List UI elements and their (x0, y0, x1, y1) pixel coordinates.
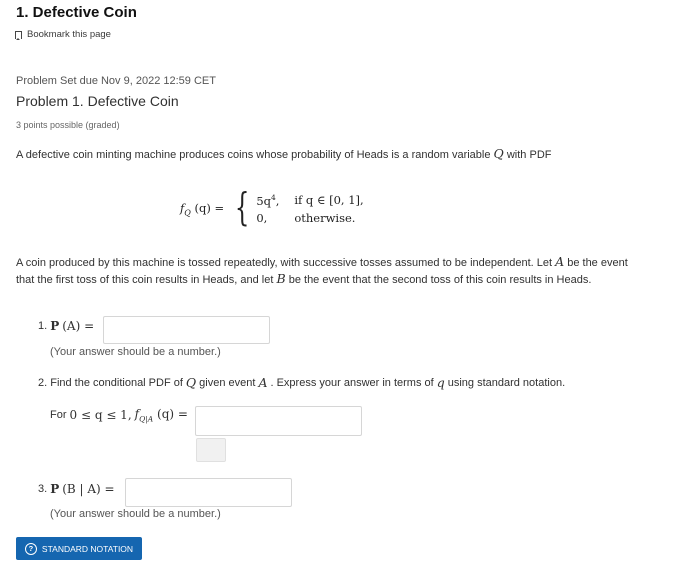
q2-answer-input[interactable] (195, 406, 362, 436)
case2-value: 0, (256, 211, 268, 226)
page-title: 1. Defective Coin (16, 4, 137, 21)
case2-condition: otherwise. (294, 211, 356, 226)
help-icon: ? (25, 543, 37, 555)
q2-preview-box (196, 438, 226, 462)
q1-label: 1. P (A) = (38, 319, 95, 333)
problem-title: Problem 1. Defective Coin (16, 93, 179, 109)
due-date: Problem Set due Nov 9, 2022 12:59 CET (16, 75, 216, 87)
bookmark-label: Bookmark this page (27, 29, 111, 40)
q2-label: 2. Find the conditional PDF of Q given event A . Express your answer in terms of q using standard notation. (38, 375, 566, 390)
standard-notation-button[interactable] (16, 537, 142, 560)
q1-hint: (Your answer should be a number.) (50, 346, 221, 358)
formula-lhs: $f_Q$ (q) = (180, 200, 225, 218)
pdf-formula (180, 185, 364, 229)
problem-body: A coin produced by this machine is tossed repeatedly, with successive tosses assumed to be independent. Let A be the event that the first toss of this coin results in Heads, and let B be the event that the second toss of this coin results in Heads. (16, 254, 628, 286)
bookmark-link[interactable] (15, 29, 111, 40)
q2-for-label: For 0 ≤ q ≤ 1, $f_{Q|A}$ (q) = (50, 407, 188, 424)
standard-notation-label: STANDARD NOTATION (41, 543, 134, 554)
problem-intro: A defective coin minting machine produces coins whose probability of Heads is a random variable Q with PDF (16, 146, 552, 161)
q1-answer-input[interactable] (103, 316, 270, 344)
bookmark-icon (15, 31, 22, 39)
formula-cases (256, 193, 363, 226)
q3-label: 3. P (B | A) = (38, 482, 115, 496)
q3-answer-input[interactable] (125, 478, 292, 507)
case1-condition: if q ∈ [0, 1], (294, 192, 364, 207)
points-possible: 3 points possible (graded) (16, 120, 120, 130)
q3-hint: (Your answer should be a number.) (50, 508, 221, 520)
case1-value: $5q^4$, (256, 192, 280, 208)
brace-icon: { (234, 185, 250, 229)
